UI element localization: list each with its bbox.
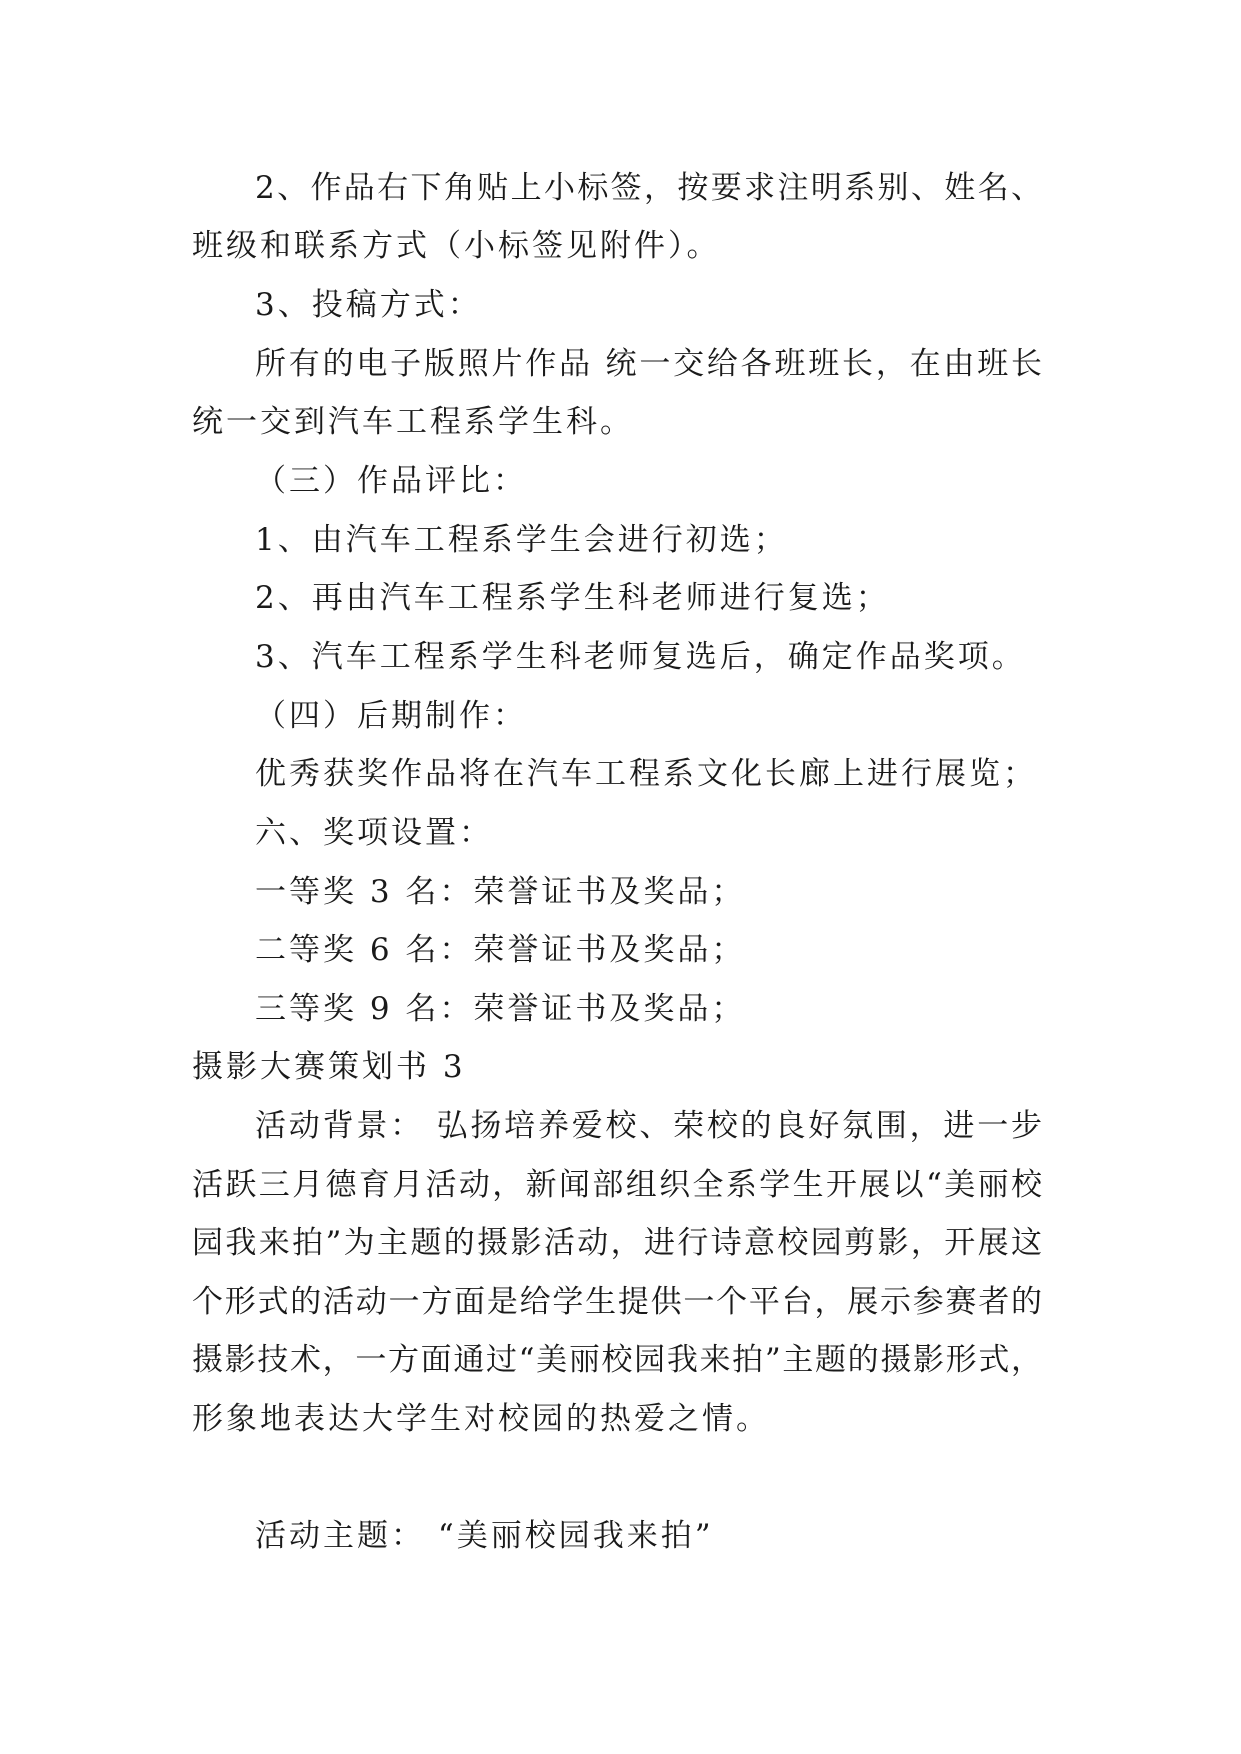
section-title: 摄影大赛策划书 3 <box>192 1049 466 1085</box>
text-line-22: 形象地表达大学生对校园的热爱之情。 <box>192 1401 770 1437</box>
text-line-4: 所有的电子版照片作品 统一交给各班班长，在由班长 <box>255 346 1042 382</box>
text-line-10: （四）后期制作： <box>255 698 527 734</box>
text-line-3: 3、投稿方式： <box>255 287 482 323</box>
text-line-2: 班级和联系方式（小标签见附件）。 <box>192 228 721 264</box>
text-line-5: 统一交到汽车工程系学生科。 <box>192 404 634 440</box>
text-line-15: 三等奖 9 名：荣誉证书及奖品； <box>255 991 746 1027</box>
text-line-18: 活跃三月德育月活动，新闻部组织全系学生开展以“美丽校 <box>192 1167 1042 1203</box>
text-line-1: 2、作品右下角贴上小标签，按要求注明系别、姓名、 <box>255 170 1042 206</box>
text-line-13: 一等奖 3 名：荣誉证书及奖品； <box>255 874 746 910</box>
text-line-21: 摄影技术，一方面通过“美丽校园我来拍”主题的摄影形式， <box>192 1342 1042 1378</box>
text-line-11: 优秀获奖作品将在汽车工程系文化长廊上进行展览； <box>255 756 1037 792</box>
text-line-23: 活动主题： “美丽校园我来拍” <box>255 1518 714 1554</box>
text-line-20: 个形式的活动一方面是给学生提供一个平台，展示参赛者的 <box>192 1284 1042 1320</box>
text-line-12: 六、奖项设置： <box>255 815 493 851</box>
text-line-17: 活动背景： 弘扬培养爱校、荣校的良好氛围，进一步 <box>255 1108 1042 1144</box>
text-line-8: 2、再由汽车工程系学生科老师进行复选； <box>255 580 890 616</box>
text-line-14: 二等奖 6 名：荣誉证书及奖品； <box>255 932 746 968</box>
text-line-7: 1、由汽车工程系学生会进行初选； <box>255 522 788 558</box>
text-line-9: 3、汽车工程系学生科老师复选后，确定作品奖项。 <box>255 639 1026 675</box>
text-line-6: （三）作品评比： <box>255 463 527 499</box>
text-line-19: 园我来拍”为主题的摄影活动，进行诗意校园剪影，开展这 <box>192 1225 1042 1261</box>
